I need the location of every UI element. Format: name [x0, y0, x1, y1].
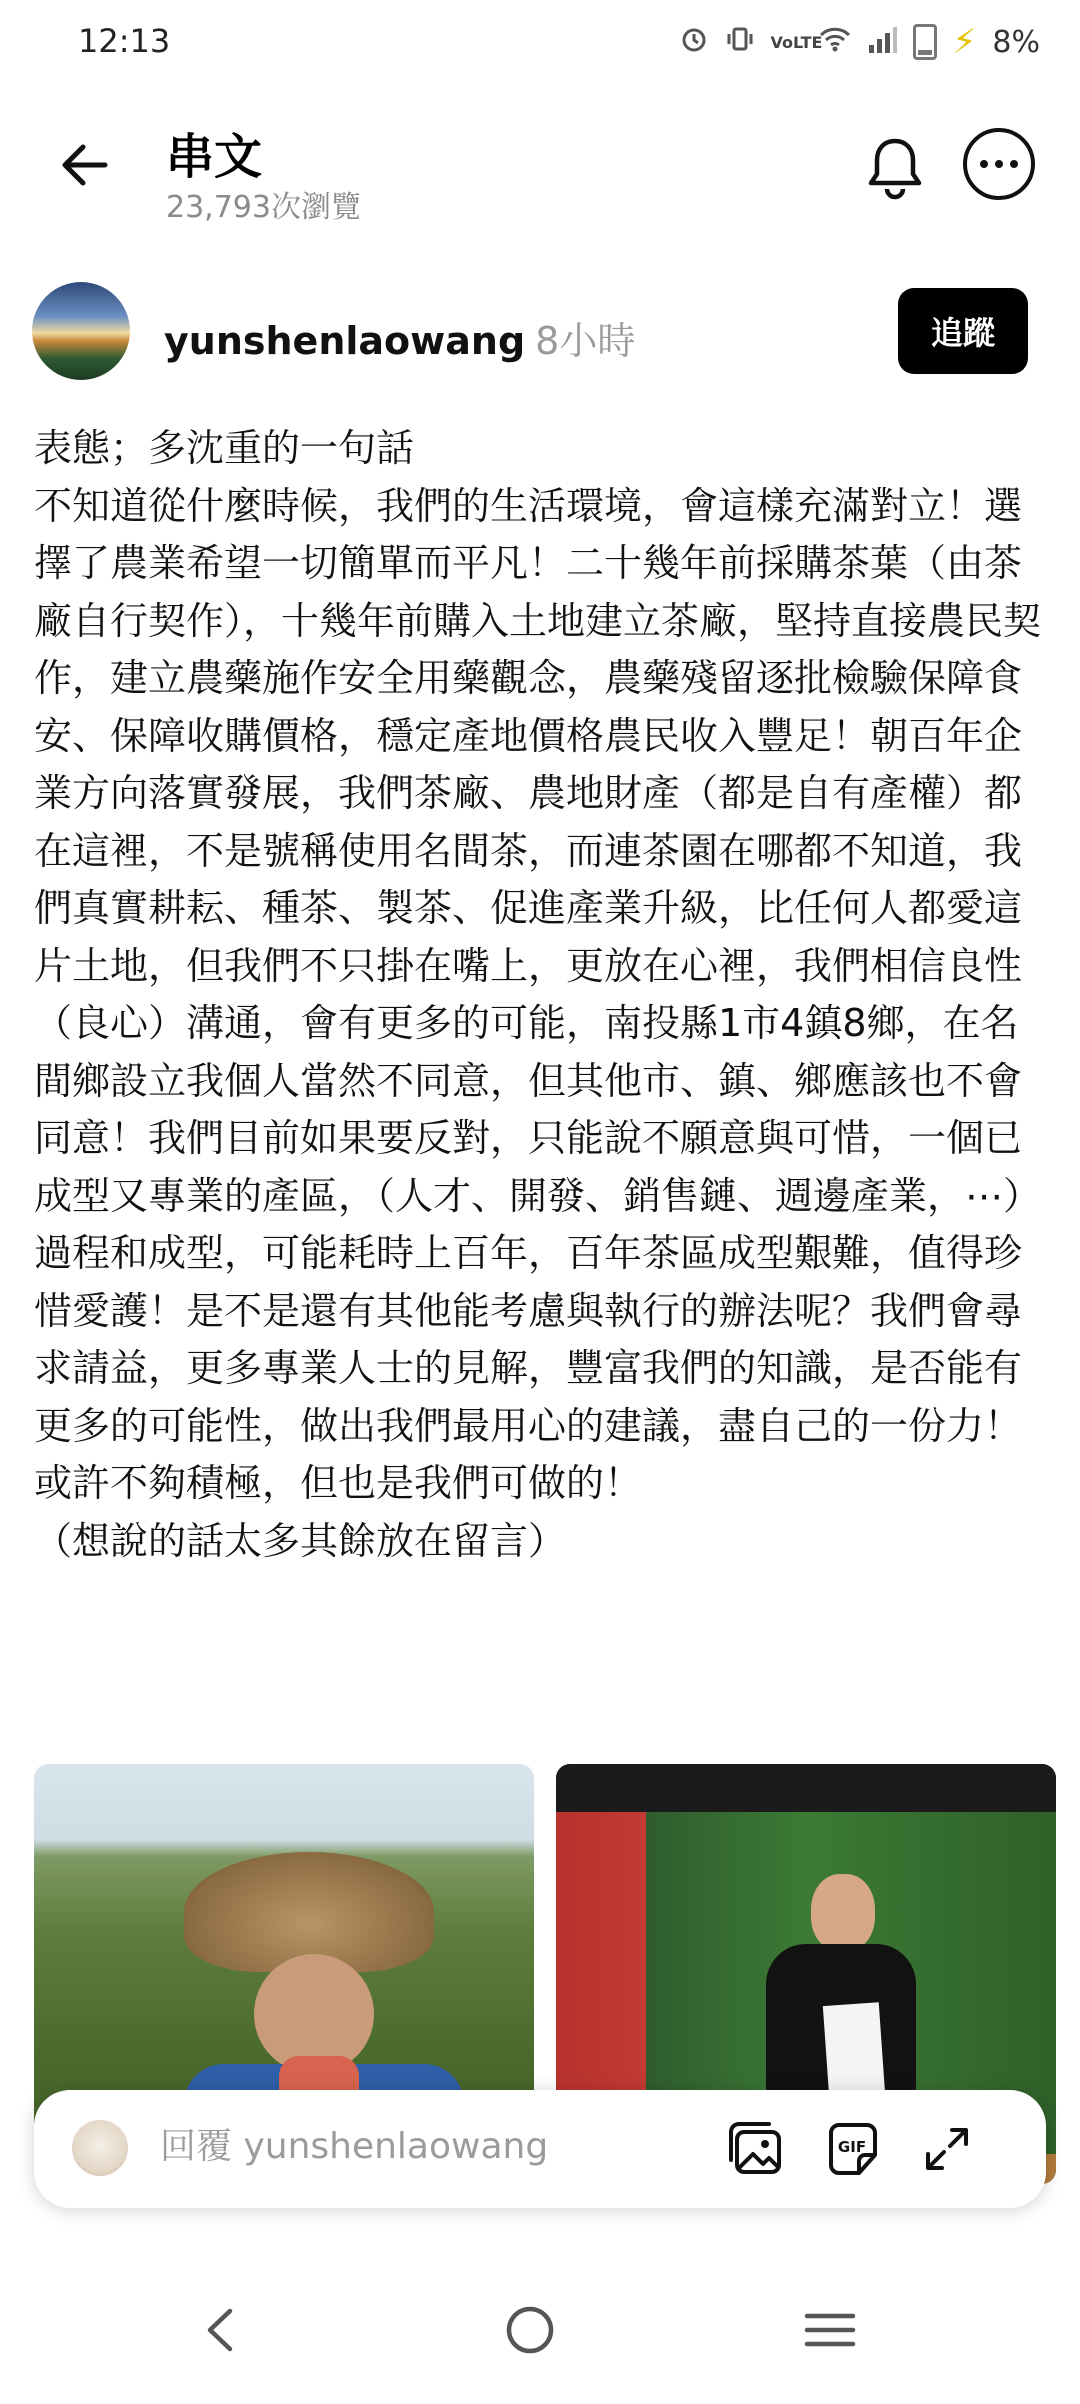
- nav-recents-icon: [803, 2308, 857, 2352]
- image-icon: [727, 2120, 787, 2178]
- avatar[interactable]: [32, 282, 130, 380]
- page-title: 串文: [166, 129, 263, 185]
- notification-button[interactable]: [855, 128, 935, 208]
- alarm-icon: [679, 24, 709, 61]
- more-horizontal-icon: [980, 160, 988, 168]
- vibrate-icon: [725, 24, 755, 61]
- status-time: 12:13: [78, 22, 171, 60]
- arrow-left-icon: [57, 137, 113, 193]
- gif-icon: [823, 2119, 883, 2179]
- reply-input[interactable]: [160, 2126, 640, 2167]
- signal-icon: [867, 25, 897, 60]
- nav-home-button[interactable]: [480, 2280, 580, 2380]
- status-icons: [679, 22, 1040, 62]
- author-username[interactable]: [164, 310, 635, 365]
- attach-photo-button[interactable]: [724, 2116, 790, 2182]
- post-time: 8小時: [535, 319, 636, 363]
- gif-button[interactable]: [820, 2116, 886, 2182]
- battery-percent: 8%: [992, 24, 1040, 60]
- volte-icon: VoLTE: [770, 32, 823, 52]
- bell-icon: [864, 135, 926, 201]
- more-options-button[interactable]: [963, 128, 1035, 200]
- follow-button[interactable]: 追蹤: [898, 288, 1028, 374]
- nav-back-icon: [200, 2305, 240, 2355]
- wifi-icon: [819, 25, 851, 60]
- post-paragraph-note: （想說的話太多其餘放在留言）: [34, 1518, 567, 1563]
- nav-home-icon: [502, 2302, 558, 2358]
- post-author-row: [0, 278, 1080, 388]
- reply-bar: [34, 2090, 1046, 2208]
- post-paragraph-main: 不知道從什麼時候，我們的生活環境，會這樣充滿對立！選擇了農業希望一切簡單而平凡！二十幾年前採購茶葉（由茶廠自行契作），十幾年前購入土地建立茶廠，堅持直接農民契作，建立農藥施作安全用藥觀念，農藥殘留逐批檢驗保障食安、保障收購價格，穩定產地價格農民收入豐足！朝百年企業方向落實發展，我們茶廠、農地財產（都是自有產權）都在這裡，不是號稱使用名間茶，而連茶園在哪都不知道，我們真實耕耘、種茶、製茶、促進產業升級，比任何人都愛這片土地，但我們不只掛在嘴上，更放在心裡，我們相信良性（良心）溝通，會有更多的可能，南投縣1市4鎮8鄉，在名間鄉設立我個人當然不同意，但其他市、鎮、鄉應該也不會同意！我們目前如果要反對，只能說不願意與可惜，一個已成型又專業的產區，（人才、開發、銷售鏈、週邊產業，⋯）過程和成型，可能耗時上百年，百年茶區成型艱難，值得珍惜愛護！是不是還有其他能考慮與執行的辦法呢？我們會尋求請益，更多專業人士的見解，豐富我們的知識，是否能有更多的可能性，做出我們最用心的建議，盡自己的一份力！或許不夠積極，但也是我們可做的！: [34, 483, 1042, 1505]
- reply-avatar: [72, 2120, 128, 2176]
- nav-recents-button[interactable]: [780, 2280, 880, 2380]
- charging-icon: ⚡: [952, 22, 977, 62]
- post-text: [34, 420, 1044, 1570]
- expand-button[interactable]: [914, 2116, 980, 2182]
- post-paragraph-headline: 表態；多沈重的一句話: [34, 426, 415, 470]
- svg-text:GIF: GIF: [837, 2138, 867, 2156]
- top-app-bar: [0, 100, 1080, 240]
- system-nav-bar: [0, 2250, 1080, 2404]
- nav-back-button[interactable]: [170, 2280, 270, 2380]
- battery-icon: [913, 24, 937, 60]
- expand-icon: [922, 2124, 972, 2174]
- back-button[interactable]: [50, 130, 120, 200]
- view-count: 23,793次瀏覽: [166, 190, 361, 225]
- username-text[interactable]: yunshenlaowang: [164, 319, 526, 363]
- status-bar: [0, 0, 1080, 90]
